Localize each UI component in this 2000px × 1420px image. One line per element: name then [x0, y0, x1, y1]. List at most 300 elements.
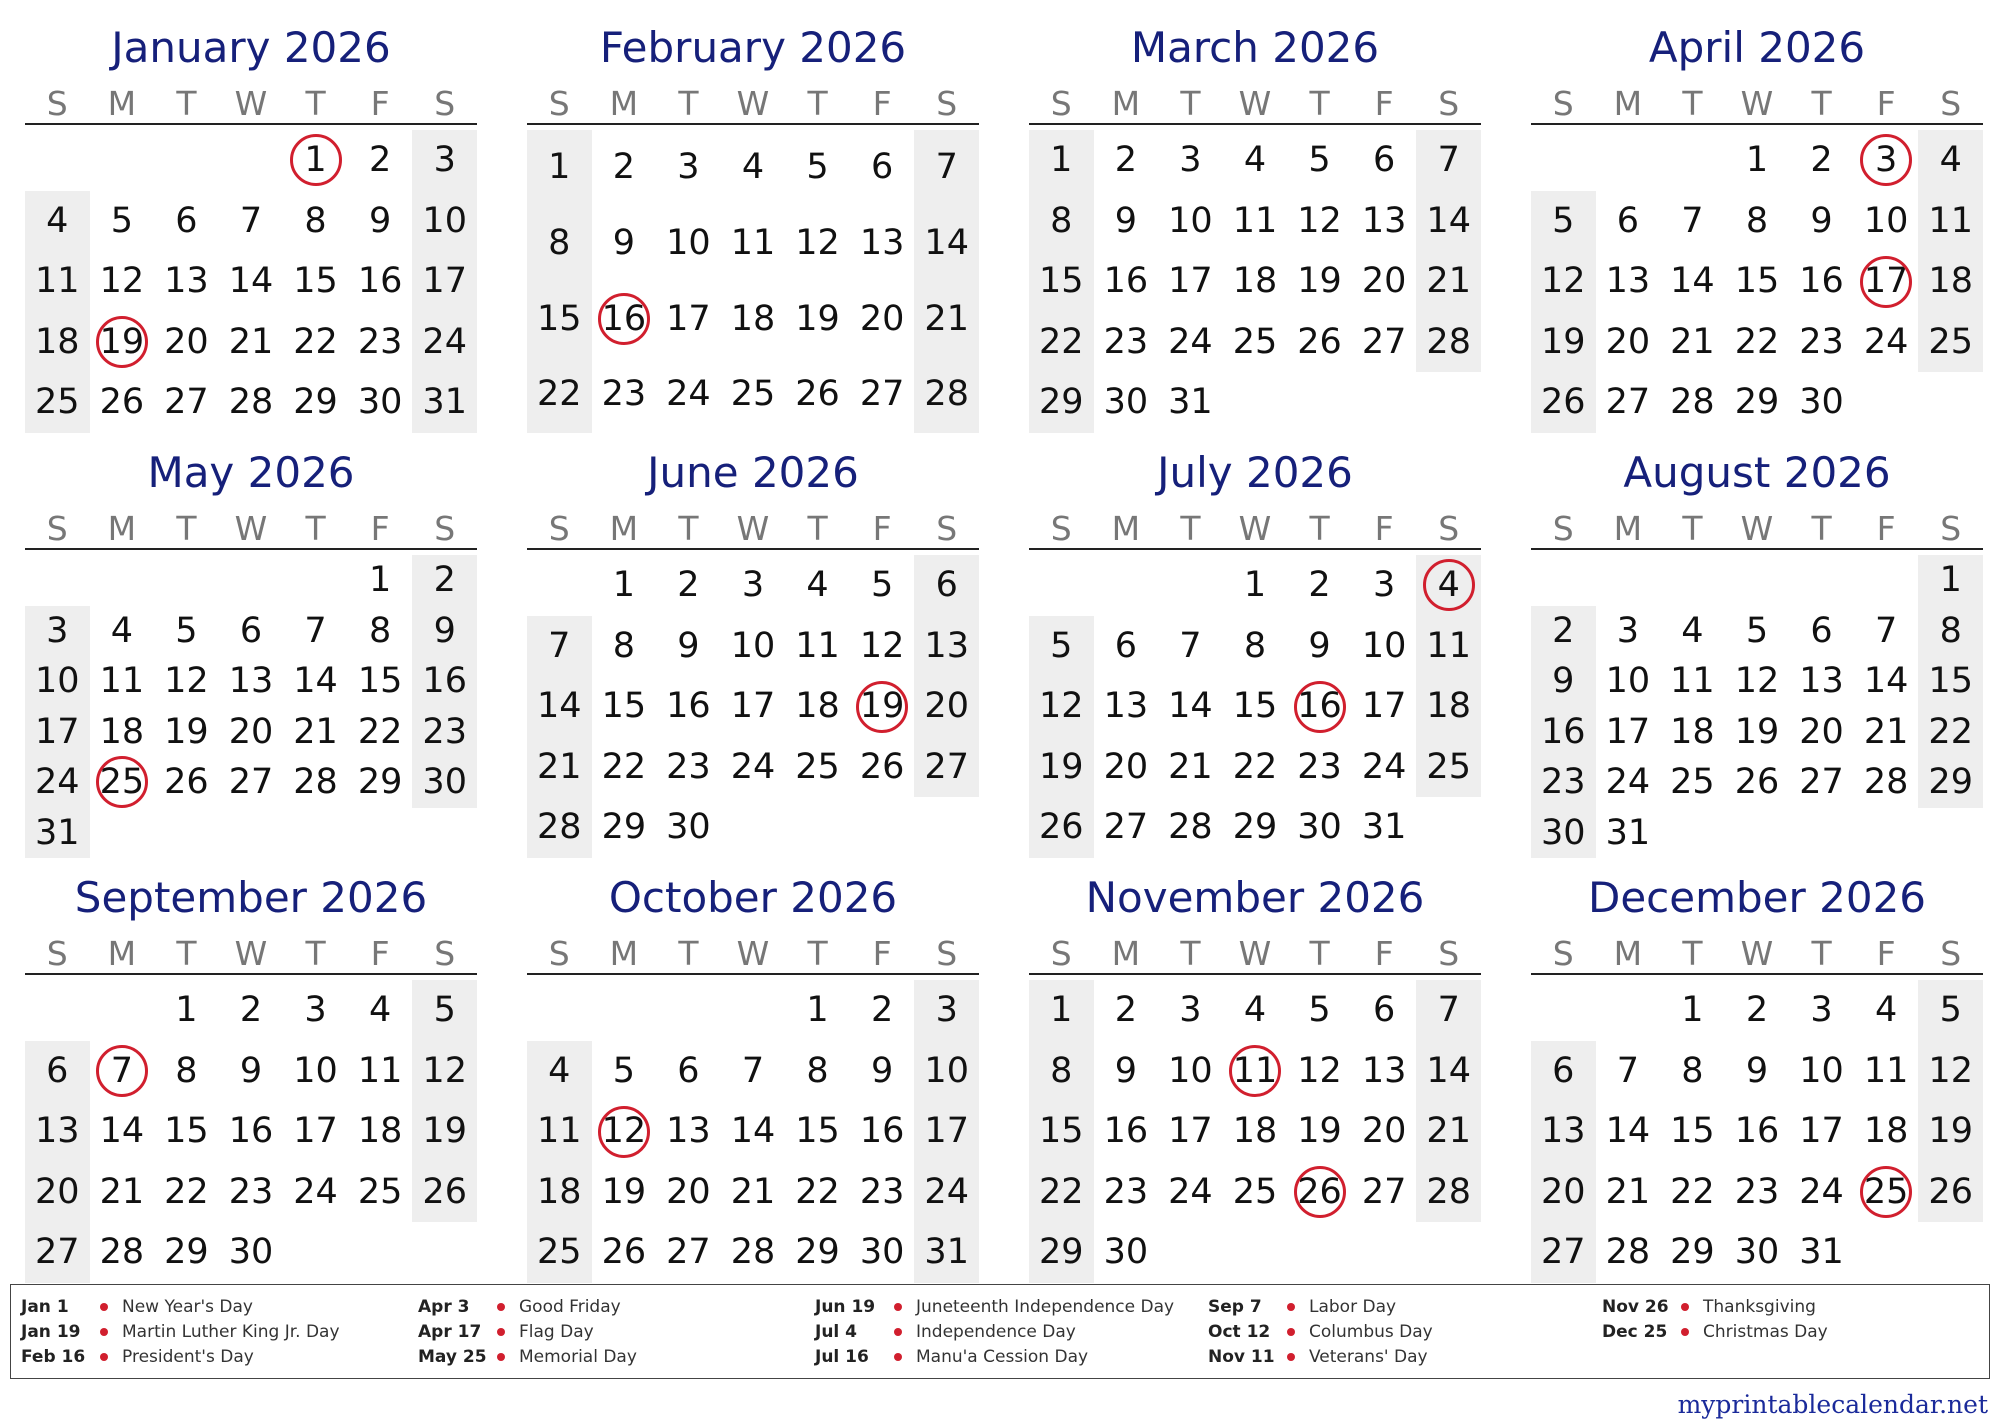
day-cell[interactable]: 11 [1232, 1050, 1278, 1091]
day-cell[interactable]: 6 [1114, 625, 1137, 666]
day-cell[interactable]: 17 [1799, 1111, 1844, 1152]
day-cell[interactable]: 27 [1361, 321, 1407, 362]
day-cell[interactable]: 7 [304, 610, 327, 651]
day-cell[interactable]: 23 [1799, 321, 1844, 362]
day-cell[interactable]: 18 [1863, 1111, 1909, 1152]
day-cell[interactable]: 16 [1734, 1111, 1780, 1152]
day-cell[interactable]: 15 [293, 261, 338, 302]
day-cell[interactable]: 20 [1103, 746, 1149, 787]
day-cell[interactable]: 6 [1616, 200, 1639, 241]
day-cell[interactable]: 6 [239, 610, 263, 651]
day-cell[interactable]: 3 [1810, 990, 1833, 1030]
day-cell[interactable]: 15 [1670, 1111, 1715, 1152]
day-cell[interactable]: 12 [1928, 1050, 1973, 1091]
day-cell[interactable]: 11 [1670, 661, 1715, 701]
day-cell[interactable]: 26 [1297, 321, 1342, 362]
day-cell[interactable]: 19 [1297, 1111, 1342, 1152]
day-cell[interactable]: 12 [795, 222, 840, 263]
day-cell[interactable]: 3 [46, 610, 69, 651]
day-cell[interactable]: 5 [612, 1050, 635, 1091]
day-cell[interactable]: 29 [357, 762, 403, 802]
day-cell[interactable]: 3 [741, 565, 765, 605]
day-cell[interactable]: 3 [1179, 140, 1202, 180]
day-cell[interactable]: 1 [806, 990, 829, 1030]
day-cell[interactable]: 13 [1103, 686, 1149, 727]
day-cell[interactable]: 22 [1734, 321, 1780, 362]
day-cell[interactable]: 13 [1799, 661, 1844, 701]
day-cell[interactable]: 21 [1426, 261, 1471, 302]
day-cell[interactable]: 29 [795, 1232, 840, 1273]
day-cell[interactable]: 11 [1863, 1050, 1909, 1091]
day-cell[interactable]: 26 [1297, 1171, 1342, 1212]
day-cell[interactable]: 22 [357, 711, 403, 752]
day-cell[interactable]: 18 [1426, 686, 1471, 727]
day-cell[interactable]: 5 [1939, 990, 1962, 1030]
day-cell[interactable]: 20 [35, 1171, 80, 1212]
day-cell[interactable]: 2 [1308, 565, 1331, 605]
day-cell[interactable]: 1 [1243, 565, 1267, 605]
day-cell[interactable]: 21 [1426, 1111, 1471, 1152]
day-cell[interactable]: 14 [1168, 686, 1213, 727]
day-cell[interactable]: 9 [612, 222, 635, 263]
day-cell[interactable]: 10 [293, 1050, 338, 1091]
day-cell[interactable]: 1 [304, 140, 327, 180]
day-cell[interactable]: 19 [795, 298, 840, 339]
day-cell[interactable]: 21 [1605, 1171, 1651, 1212]
day-cell[interactable]: 15 [795, 1111, 840, 1152]
day-cell[interactable]: 28 [1168, 807, 1213, 848]
day-cell[interactable]: 7 [1437, 140, 1460, 180]
day-cell[interactable]: 17 [730, 686, 776, 727]
day-cell[interactable]: 8 [548, 222, 571, 263]
day-cell[interactable]: 15 [537, 298, 582, 339]
day-cell[interactable]: 11 [1232, 200, 1278, 241]
day-cell[interactable]: 23 [1103, 1171, 1149, 1212]
day-cell[interactable]: 14 [1670, 261, 1715, 302]
day-cell[interactable]: 4 [1874, 990, 1898, 1030]
day-cell[interactable]: 23 [1103, 321, 1149, 362]
day-cell[interactable]: 14 [924, 222, 969, 263]
day-cell[interactable]: 25 [1670, 762, 1715, 802]
day-cell[interactable]: 16 [357, 261, 403, 302]
day-cell[interactable]: 29 [1039, 1232, 1084, 1273]
day-cell[interactable]: 3 [1874, 140, 1898, 180]
day-cell[interactable]: 24 [666, 374, 711, 415]
day-cell[interactable]: 24 [1168, 1171, 1213, 1212]
day-cell[interactable]: 23 [422, 711, 467, 752]
day-cell[interactable]: 30 [1103, 382, 1149, 423]
day-cell[interactable]: 11 [357, 1050, 403, 1091]
day-cell[interactable]: 4 [1243, 140, 1267, 180]
day-cell[interactable]: 15 [1039, 1111, 1084, 1152]
day-cell[interactable]: 5 [1308, 990, 1331, 1030]
day-cell[interactable]: 2 [1745, 990, 1769, 1030]
day-cell[interactable]: 16 [422, 661, 467, 701]
day-cell[interactable]: 22 [795, 1171, 840, 1212]
day-cell[interactable]: 23 [357, 321, 403, 362]
day-cell[interactable]: 3 [433, 140, 456, 180]
day-cell[interactable]: 26 [164, 762, 209, 802]
day-cell[interactable]: 8 [612, 625, 635, 666]
day-cell[interactable]: 14 [1426, 1050, 1471, 1091]
day-cell[interactable]: 24 [1605, 762, 1651, 802]
day-cell[interactable]: 28 [1426, 1171, 1471, 1212]
day-cell[interactable]: 28 [228, 382, 274, 423]
day-cell[interactable]: 13 [35, 1111, 80, 1152]
day-cell[interactable]: 5 [806, 147, 829, 187]
day-cell[interactable]: 6 [1372, 990, 1396, 1030]
day-cell[interactable]: 5 [433, 990, 456, 1030]
day-cell[interactable]: 21 [537, 746, 582, 787]
day-cell[interactable]: 29 [1734, 382, 1780, 423]
day-cell[interactable]: 10 [1863, 200, 1909, 241]
day-cell[interactable]: 28 [1863, 762, 1909, 802]
day-cell[interactable]: 20 [164, 321, 209, 362]
day-cell[interactable]: 7 [239, 200, 263, 241]
day-cell[interactable]: 10 [1168, 1050, 1213, 1091]
day-cell[interactable]: 27 [228, 762, 274, 802]
day-cell[interactable]: 4 [1939, 140, 1962, 180]
day-cell[interactable]: 13 [1361, 200, 1407, 241]
day-cell[interactable]: 3 [935, 990, 958, 1030]
day-cell[interactable]: 18 [1232, 261, 1278, 302]
day-cell[interactable]: 4 [368, 990, 392, 1030]
day-cell[interactable]: 18 [1232, 1111, 1278, 1152]
day-cell[interactable]: 14 [99, 1111, 145, 1152]
day-cell[interactable]: 17 [1361, 686, 1407, 727]
day-cell[interactable]: 16 [1103, 261, 1149, 302]
day-cell[interactable]: 1 [1050, 140, 1073, 180]
day-cell[interactable]: 18 [1928, 261, 1973, 302]
day-cell[interactable]: 16 [1103, 1111, 1149, 1152]
day-cell[interactable]: 18 [35, 321, 80, 362]
day-cell[interactable]: 26 [1928, 1171, 1973, 1212]
day-cell[interactable]: 22 [1039, 1171, 1084, 1212]
day-cell[interactable]: 31 [1361, 807, 1407, 848]
day-cell[interactable]: 7 [935, 147, 958, 187]
day-cell[interactable]: 12 [601, 1111, 647, 1152]
day-cell[interactable]: 5 [1050, 625, 1073, 666]
day-cell[interactable]: 26 [1734, 762, 1780, 802]
day-cell[interactable]: 14 [293, 661, 338, 701]
day-cell[interactable]: 15 [1734, 261, 1780, 302]
day-cell[interactable]: 18 [357, 1111, 403, 1152]
day-cell[interactable]: 7 [741, 1050, 765, 1091]
day-cell[interactable]: 17 [293, 1111, 338, 1152]
day-cell[interactable]: 31 [1168, 382, 1213, 423]
day-cell[interactable]: 13 [666, 1111, 711, 1152]
day-cell[interactable]: 14 [537, 686, 582, 727]
day-cell[interactable]: 9 [1114, 1050, 1137, 1091]
day-cell[interactable]: 17 [924, 1111, 969, 1152]
day-cell[interactable]: 10 [666, 222, 711, 263]
day-cell[interactable]: 25 [1232, 1171, 1278, 1212]
day-cell[interactable]: 11 [1928, 200, 1973, 241]
day-cell[interactable]: 15 [357, 661, 403, 701]
day-cell[interactable]: 7 [1616, 1050, 1639, 1091]
day-cell[interactable]: 12 [859, 625, 905, 666]
day-cell[interactable]: 30 [1734, 1232, 1780, 1273]
day-cell[interactable]: 3 [1372, 565, 1396, 605]
day-cell[interactable]: 13 [164, 261, 209, 302]
day-cell[interactable]: 7 [1681, 200, 1704, 241]
day-cell[interactable]: 24 [1799, 1171, 1844, 1212]
day-cell[interactable]: 20 [228, 711, 274, 752]
day-cell[interactable]: 24 [730, 746, 776, 787]
day-cell[interactable]: 31 [35, 812, 80, 853]
day-cell[interactable]: 12 [1039, 686, 1084, 727]
day-cell[interactable]: 13 [1361, 1050, 1407, 1091]
day-cell[interactable]: 19 [99, 321, 145, 362]
day-cell[interactable]: 7 [1874, 610, 1898, 651]
day-cell[interactable]: 9 [1308, 625, 1331, 666]
day-cell[interactable]: 25 [1863, 1171, 1909, 1212]
day-cell[interactable]: 21 [1168, 746, 1213, 787]
day-cell[interactable]: 22 [293, 321, 338, 362]
day-cell[interactable]: 24 [1361, 746, 1407, 787]
day-cell[interactable]: 8 [1050, 200, 1073, 241]
day-cell[interactable]: 27 [1103, 807, 1149, 848]
day-cell[interactable]: 26 [795, 374, 840, 415]
day-cell[interactable]: 20 [924, 686, 969, 727]
day-cell[interactable]: 17 [1605, 711, 1651, 752]
day-cell[interactable]: 9 [677, 625, 700, 666]
day-cell[interactable]: 25 [730, 374, 776, 415]
day-cell[interactable]: 21 [924, 298, 969, 339]
day-cell[interactable]: 3 [1616, 610, 1639, 651]
day-cell[interactable]: 23 [859, 1171, 905, 1212]
day-cell[interactable]: 1 [1681, 990, 1704, 1030]
day-cell[interactable]: 12 [99, 261, 145, 302]
day-cell[interactable]: 6 [1810, 610, 1833, 651]
day-cell[interactable]: 25 [795, 746, 840, 787]
day-cell[interactable]: 25 [537, 1232, 582, 1273]
day-cell[interactable]: 26 [422, 1171, 467, 1212]
day-cell[interactable]: 5 [870, 565, 894, 605]
day-cell[interactable]: 9 [433, 610, 456, 651]
day-cell[interactable]: 22 [1670, 1171, 1715, 1212]
day-cell[interactable]: 28 [1670, 382, 1715, 423]
day-cell[interactable]: 10 [1361, 625, 1407, 666]
day-cell[interactable]: 19 [1541, 321, 1586, 362]
day-cell[interactable]: 25 [35, 382, 80, 423]
day-cell[interactable]: 21 [730, 1171, 776, 1212]
day-cell[interactable]: 18 [1670, 711, 1715, 752]
day-cell[interactable]: 23 [1734, 1171, 1780, 1212]
day-cell[interactable]: 2 [1810, 140, 1833, 180]
day-cell[interactable]: 6 [175, 200, 198, 241]
day-cell[interactable]: 10 [924, 1050, 969, 1091]
day-cell[interactable]: 10 [730, 625, 776, 666]
day-cell[interactable]: 4 [1437, 565, 1460, 605]
day-cell[interactable]: 14 [1863, 661, 1909, 701]
day-cell[interactable]: 29 [1928, 762, 1973, 802]
day-cell[interactable]: 3 [304, 990, 327, 1030]
day-cell[interactable]: 14 [228, 261, 274, 302]
day-cell[interactable]: 6 [1372, 140, 1396, 180]
day-cell[interactable]: 8 [1939, 610, 1962, 651]
day-cell[interactable]: 23 [1297, 746, 1342, 787]
day-cell[interactable]: 27 [1799, 762, 1844, 802]
day-cell[interactable]: 22 [1928, 711, 1973, 752]
day-cell[interactable]: 25 [1232, 321, 1278, 362]
day-cell[interactable]: 17 [422, 261, 467, 302]
day-cell[interactable]: 5 [1745, 610, 1769, 651]
day-cell[interactable]: 30 [1103, 1232, 1149, 1273]
day-cell[interactable]: 13 [228, 661, 274, 701]
day-cell[interactable]: 2 [677, 565, 700, 605]
day-cell[interactable]: 15 [601, 686, 647, 727]
day-cell[interactable]: 9 [1745, 1050, 1769, 1091]
day-cell[interactable]: 13 [924, 625, 969, 666]
day-cell[interactable]: 30 [1297, 807, 1342, 848]
day-cell[interactable]: 4 [1243, 990, 1267, 1030]
day-cell[interactable]: 30 [422, 762, 467, 802]
day-cell[interactable]: 5 [175, 610, 198, 651]
day-cell[interactable]: 27 [1541, 1232, 1586, 1273]
day-cell[interactable]: 14 [1605, 1111, 1651, 1152]
day-cell[interactable]: 21 [99, 1171, 145, 1212]
day-cell[interactable]: 16 [228, 1111, 274, 1152]
day-cell[interactable]: 11 [99, 661, 145, 701]
day-cell[interactable]: 17 [1863, 261, 1909, 302]
day-cell[interactable]: 28 [1605, 1232, 1651, 1273]
day-cell[interactable]: 28 [99, 1232, 145, 1273]
day-cell[interactable]: 2 [612, 147, 635, 187]
day-cell[interactable]: 29 [293, 382, 338, 423]
day-cell[interactable]: 14 [730, 1111, 776, 1152]
day-cell[interactable]: 31 [422, 382, 467, 423]
day-cell[interactable]: 28 [924, 374, 969, 415]
day-cell[interactable]: 22 [1232, 746, 1278, 787]
day-cell[interactable]: 12 [422, 1050, 467, 1091]
day-cell[interactable]: 6 [46, 1050, 69, 1091]
day-cell[interactable]: 17 [1168, 261, 1213, 302]
day-cell[interactable]: 8 [1745, 200, 1769, 241]
day-cell[interactable]: 26 [99, 382, 145, 423]
day-cell[interactable]: 11 [795, 625, 840, 666]
day-cell[interactable]: 26 [1039, 807, 1084, 848]
day-cell[interactable]: 2 [1552, 610, 1575, 651]
day-cell[interactable]: 2 [870, 990, 894, 1030]
day-cell[interactable]: 29 [1670, 1232, 1715, 1273]
website-footer[interactable]: myprintablecalendar.net [1677, 1390, 1988, 1419]
day-cell[interactable]: 19 [1297, 261, 1342, 302]
day-cell[interactable]: 1 [175, 990, 198, 1030]
day-cell[interactable]: 28 [293, 762, 338, 802]
day-cell[interactable]: 10 [35, 661, 80, 701]
day-cell[interactable]: 19 [1928, 1111, 1973, 1152]
day-cell[interactable]: 25 [1426, 746, 1471, 787]
day-cell[interactable]: 20 [1541, 1171, 1586, 1212]
day-cell[interactable]: 27 [859, 374, 905, 415]
day-cell[interactable]: 20 [859, 298, 905, 339]
day-cell[interactable]: 22 [601, 746, 647, 787]
day-cell[interactable]: 8 [304, 200, 327, 241]
day-cell[interactable]: 17 [35, 711, 80, 752]
day-cell[interactable]: 10 [1605, 661, 1651, 701]
day-cell[interactable]: 6 [1552, 1050, 1575, 1091]
day-cell[interactable]: 22 [164, 1171, 209, 1212]
day-cell[interactable]: 11 [35, 261, 80, 302]
day-cell[interactable]: 27 [35, 1232, 80, 1273]
day-cell[interactable]: 8 [806, 1050, 829, 1091]
day-cell[interactable]: 22 [537, 374, 582, 415]
day-cell[interactable]: 12 [1297, 1050, 1342, 1091]
day-cell[interactable]: 18 [795, 686, 840, 727]
day-cell[interactable]: 8 [368, 610, 392, 651]
day-cell[interactable]: 20 [666, 1171, 711, 1212]
day-cell[interactable]: 19 [422, 1111, 467, 1152]
day-cell[interactable]: 14 [1426, 200, 1471, 241]
day-cell[interactable]: 12 [1541, 261, 1586, 302]
day-cell[interactable]: 13 [1605, 261, 1651, 302]
day-cell[interactable]: 25 [99, 762, 145, 802]
day-cell[interactable]: 27 [164, 382, 209, 423]
day-cell[interactable]: 5 [110, 200, 133, 241]
day-cell[interactable]: 18 [730, 298, 776, 339]
day-cell[interactable]: 12 [1734, 661, 1780, 701]
day-cell[interactable]: 17 [1168, 1111, 1213, 1152]
day-cell[interactable]: 21 [293, 711, 338, 752]
day-cell[interactable]: 31 [1799, 1232, 1844, 1273]
day-cell[interactable]: 8 [1681, 1050, 1704, 1091]
day-cell[interactable]: 1 [368, 560, 392, 600]
day-cell[interactable]: 25 [1928, 321, 1973, 362]
day-cell[interactable]: 26 [601, 1232, 647, 1273]
day-cell[interactable]: 16 [601, 298, 647, 339]
day-cell[interactable]: 30 [228, 1232, 274, 1273]
day-cell[interactable]: 12 [164, 661, 209, 701]
day-cell[interactable]: 9 [1552, 661, 1575, 701]
day-cell[interactable]: 8 [1243, 625, 1267, 666]
day-cell[interactable]: 19 [1039, 746, 1084, 787]
day-cell[interactable]: 5 [1552, 200, 1575, 241]
day-cell[interactable]: 27 [1361, 1171, 1407, 1212]
day-cell[interactable]: 24 [293, 1171, 338, 1212]
day-cell[interactable]: 6 [935, 565, 958, 605]
day-cell[interactable]: 20 [1799, 711, 1844, 752]
day-cell[interactable]: 5 [1308, 140, 1331, 180]
day-cell[interactable]: 1 [612, 565, 635, 605]
day-cell[interactable]: 3 [1179, 990, 1202, 1030]
day-cell[interactable]: 9 [1810, 200, 1833, 241]
day-cell[interactable]: 6 [870, 147, 894, 187]
day-cell[interactable]: 29 [1232, 807, 1278, 848]
day-cell[interactable]: 28 [537, 807, 582, 848]
day-cell[interactable]: 29 [1039, 382, 1084, 423]
day-cell[interactable]: 29 [164, 1232, 209, 1273]
day-cell[interactable]: 8 [1050, 1050, 1073, 1091]
day-cell[interactable]: 16 [859, 1111, 905, 1152]
day-cell[interactable]: 30 [859, 1232, 905, 1273]
day-cell[interactable]: 10 [1168, 200, 1213, 241]
day-cell[interactable]: 9 [870, 1050, 894, 1091]
day-cell[interactable]: 10 [422, 200, 467, 241]
day-cell[interactable]: 21 [1863, 711, 1909, 752]
day-cell[interactable]: 18 [537, 1171, 582, 1212]
day-cell[interactable]: 30 [1541, 812, 1586, 853]
day-cell[interactable]: 1 [548, 147, 571, 187]
day-cell[interactable]: 20 [1605, 321, 1651, 362]
day-cell[interactable]: 15 [1232, 686, 1278, 727]
day-cell[interactable]: 28 [730, 1232, 776, 1273]
day-cell[interactable]: 2 [368, 140, 392, 180]
day-cell[interactable]: 19 [601, 1171, 647, 1212]
day-cell[interactable]: 21 [228, 321, 274, 362]
day-cell[interactable]: 31 [1605, 812, 1651, 853]
day-cell[interactable]: 31 [924, 1232, 969, 1273]
